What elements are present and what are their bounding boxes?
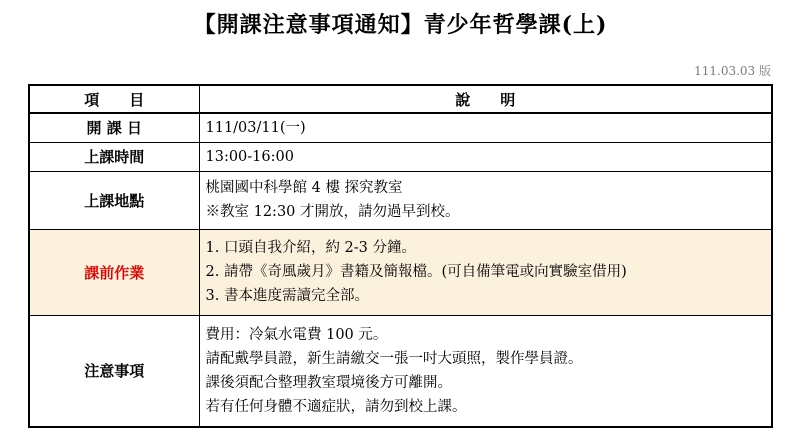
value-homework <box>199 229 772 315</box>
value-location <box>199 171 772 229</box>
row-notes <box>29 315 772 427</box>
header-item: 項 目 <box>29 85 199 113</box>
value-line: 1. 口頭自我介紹，約 2-3 分鐘。 <box>205 240 417 256</box>
value-line: 課後須配合整理教室環境後方可離開。 <box>205 374 452 391</box>
value-line: 13:00-16:00 <box>205 148 294 165</box>
value-notes <box>199 315 772 427</box>
header-description: 說 明 <box>199 85 772 113</box>
row-start-date <box>29 113 772 142</box>
table-header-row <box>29 85 772 113</box>
label-class-time: 上課時間 <box>29 142 199 171</box>
version-label: 111.03.03 版 <box>694 64 771 78</box>
row-homework <box>29 229 772 315</box>
notice-table <box>28 84 773 428</box>
value-start-date <box>199 113 772 142</box>
value-line: 費用：冷氣水電費 100 元。 <box>205 326 388 343</box>
row-location <box>29 171 772 229</box>
value-line: 桃園國中科學館 4 樓 探究教室 <box>205 180 403 196</box>
value-line: 若有任何身體不適症狀，請勿到校上課。 <box>205 398 467 415</box>
value-line: 3. 書本進度需讀完全部。 <box>205 288 369 304</box>
row-class-time <box>29 142 772 171</box>
label-homework: 課前作業 <box>29 229 199 315</box>
label-location: 上課地點 <box>29 171 199 229</box>
label-notes: 注意事項 <box>29 315 199 427</box>
value-line: 請配戴學員證，新生請繳交一張一吋大頭照，製作學員證。 <box>205 350 583 367</box>
document-title: 【開課注意事項通知】青少年哲學課(上) <box>193 12 608 38</box>
value-line: 2. 請帶《奇風歲月》書籍及簡報檔。(可自備筆電或向實驗室借用) <box>205 264 627 280</box>
value-line: 111/03/11(一) <box>205 119 306 136</box>
value-class-time <box>199 142 772 171</box>
label-start-date: 開 課 日 <box>29 113 199 142</box>
value-line: ※教室 12:30 才開放，請勿過早到校。 <box>205 204 460 220</box>
